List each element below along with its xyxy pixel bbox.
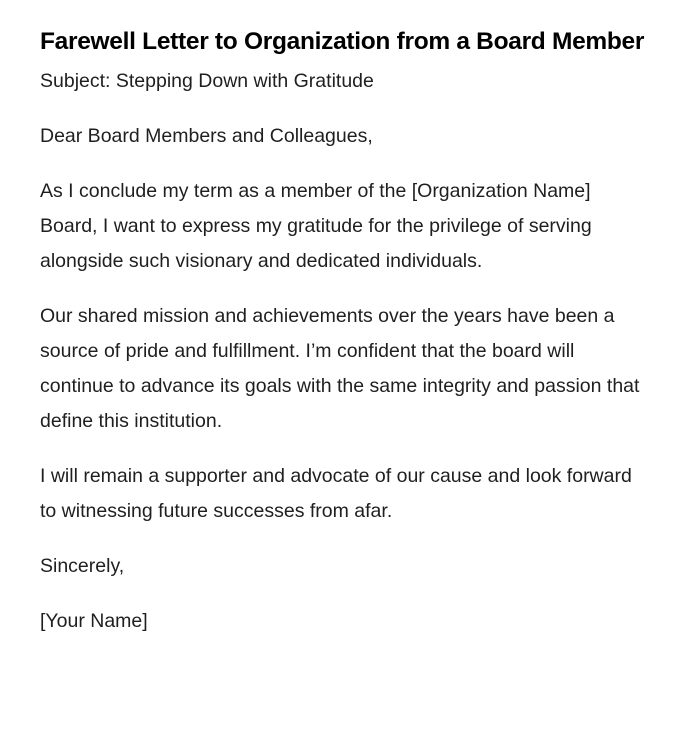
- letter-document: [40, 20, 650, 659]
- letter-paragraph-3: I will remain a supporter and advocate of our cause and look forward to witnessing future successes from afar.: [40, 465, 632, 522]
- letter-signature: [Your Name]: [40, 610, 148, 632]
- page-title: Farewell Letter to Organization from a Board Member: [40, 28, 645, 55]
- letter-salutation: Dear Board Members and Colleagues,: [40, 125, 373, 147]
- letter-paragraph-1: As I conclude my term as a member of the [Organization Name] Board, I want to express my gratitude for the privilege of serving alongside such visionary and dedicated individuals.: [40, 180, 592, 272]
- letter-closing: Sincerely,: [40, 555, 125, 577]
- letter-paragraph-2: Our shared mission and achievements over the years have been a source of pride and fulfillment. I’m confident that the board will continue to advance its goals with the same integrity and passion that define this institution.: [40, 305, 640, 432]
- letter-subject: Subject: Stepping Down with Gratitude: [40, 70, 374, 92]
